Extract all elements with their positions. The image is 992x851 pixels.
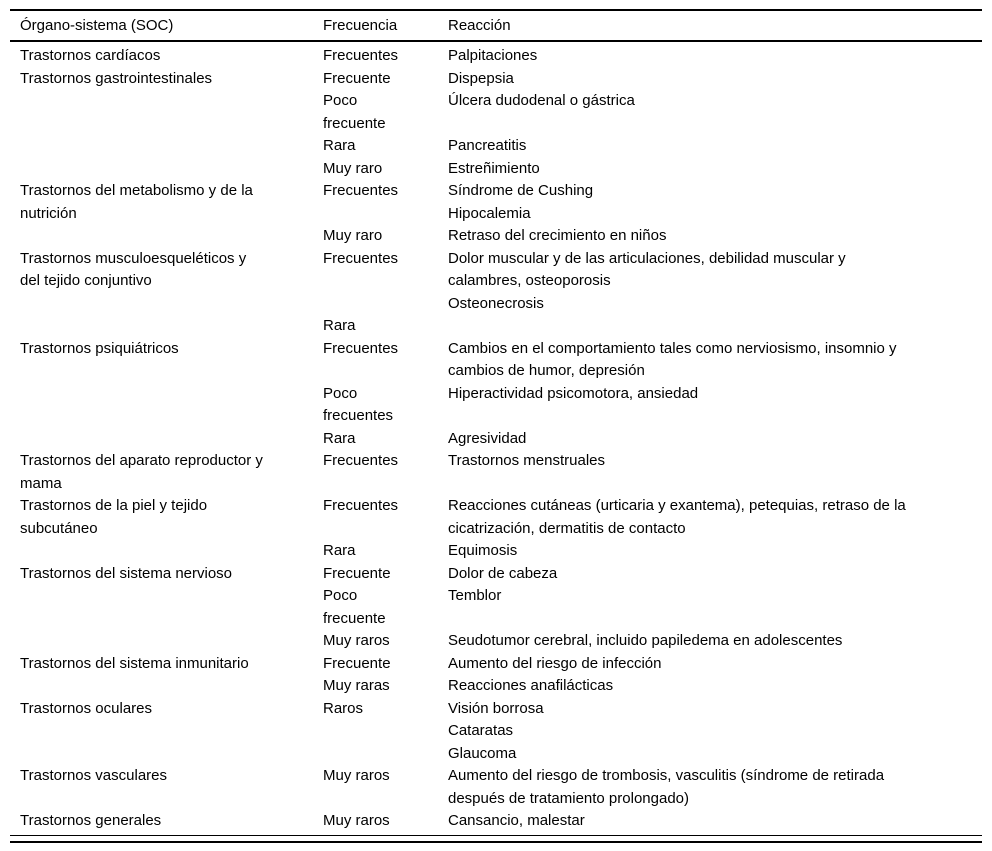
- cell-line: Agresividad: [448, 429, 527, 447]
- table-row: [10, 225, 982, 248]
- soc-cell: [10, 563, 323, 586]
- reaction-cell: [448, 495, 982, 540]
- cell-line: Trastornos del sistema nervioso: [20, 564, 233, 582]
- table-row: [10, 90, 982, 135]
- cell-line: Raros: [323, 699, 364, 717]
- cell-line: Trastornos oculares: [20, 699, 152, 717]
- frequency-cell: [323, 315, 448, 338]
- table-row: [10, 383, 982, 428]
- cell-line: Frecuentes: [323, 249, 399, 267]
- cell-line: Trastornos generales: [20, 812, 162, 829]
- cell-line: Poco: [323, 384, 358, 402]
- cell-line: Muy raras: [323, 677, 390, 694]
- frequency-cell: [323, 158, 448, 181]
- table-row: [10, 68, 982, 91]
- frequency-cell: [323, 338, 448, 361]
- table-row: [10, 248, 982, 316]
- cell-line: Rara: [323, 137, 356, 154]
- cell-line: Dolor muscular y de las articulaciones, debilidad muscular y: [448, 249, 846, 267]
- table-row: [10, 653, 982, 676]
- reaction-cell: [448, 810, 982, 833]
- cell-line: Rara: [323, 429, 356, 447]
- header-frequency: Frecuencia: [323, 17, 398, 34]
- cell-line: Muy raros: [323, 767, 390, 784]
- table-body: [10, 42, 982, 835]
- table-row: [10, 698, 982, 766]
- frequency-cell: [323, 68, 448, 91]
- frequency-cell: [323, 248, 448, 271]
- soc-cell: [10, 450, 323, 495]
- soc-cell: [10, 653, 323, 676]
- table-row: [10, 428, 982, 451]
- frequency-cell: [323, 540, 448, 563]
- header-soc: Órgano-sistema (SOC): [20, 17, 174, 34]
- table-row: [10, 315, 982, 338]
- table-row: [10, 675, 982, 698]
- cell-line: Frecuentes: [323, 47, 399, 64]
- cell-line: Poco: [323, 92, 358, 109]
- cell-line: Frecuentes: [323, 339, 399, 357]
- cell-line: Muy raros: [323, 632, 390, 649]
- cell-line: nutrición: [20, 204, 77, 222]
- frequency-cell: [323, 495, 448, 518]
- table-row: [10, 158, 982, 181]
- frequency-cell: [323, 135, 448, 158]
- frequency-cell: [323, 630, 448, 653]
- cell-line: Seudotumor cerebral, incluido papiledema en adolescentes: [448, 632, 843, 649]
- soc-cell: [10, 495, 323, 540]
- reaction-cell: [448, 653, 982, 676]
- cell-line: Trastornos del metabolismo y de la: [20, 182, 253, 199]
- cell-line: Retraso del crecimiento en niños: [448, 227, 667, 244]
- reaction-cell: [448, 630, 982, 653]
- cell-line: Trastornos gastrointestinales: [20, 69, 213, 87]
- cell-line: Palpitaciones: [448, 47, 538, 64]
- reaction-cell: [448, 248, 982, 316]
- cell-line: Hiperactividad psicomotora, ansiedad: [448, 384, 699, 402]
- soc-cell: [10, 68, 323, 91]
- reaction-cell: [448, 563, 982, 586]
- cell-line: Frecuente: [323, 564, 391, 582]
- table-row: [10, 563, 982, 586]
- cell-line: Cataratas: [448, 722, 514, 739]
- reaction-cell: [448, 180, 982, 225]
- reaction-cell: [448, 90, 982, 113]
- soc-cell: [10, 765, 323, 788]
- table-row: [10, 338, 982, 383]
- table-row: [10, 495, 982, 540]
- cell-line: Equimosis: [448, 542, 518, 559]
- frequency-cell: [323, 45, 448, 68]
- frequency-cell: [323, 563, 448, 586]
- frequency-cell: [323, 675, 448, 698]
- reaction-cell: [448, 225, 982, 248]
- cell-line: Rara: [323, 317, 356, 334]
- table-row: [10, 180, 982, 225]
- cell-line: calambres, osteoporosis: [448, 272, 611, 289]
- cell-line: Visión borrosa: [448, 699, 544, 717]
- cell-line: frecuente: [323, 609, 386, 627]
- cell-line: Frecuentes: [323, 452, 399, 469]
- cell-line: Trastornos vasculares: [20, 767, 167, 784]
- cell-line: Poco: [323, 587, 358, 604]
- cell-line: Frecuente: [323, 654, 391, 672]
- cell-line: Aumento del riesgo de infección: [448, 654, 662, 672]
- cell-line: Glaucoma: [448, 744, 517, 762]
- soc-cell: [10, 698, 323, 721]
- cell-line: Pancreatitis: [448, 137, 527, 154]
- frequency-cell: [323, 180, 448, 203]
- reaction-cell: [448, 338, 982, 383]
- cell-line: Reacciones cutáneas (urticaria y exantema), petequias, retraso de la: [448, 497, 906, 514]
- cell-line: Estreñimiento: [448, 159, 540, 177]
- frequency-cell: [323, 225, 448, 248]
- header-reaction: Reacción: [448, 17, 511, 34]
- cell-line: cambios de humor, depresión: [448, 362, 645, 379]
- table-bottom-border-thick: [10, 841, 982, 843]
- adverse-reactions-table: [10, 9, 982, 843]
- frequency-cell: [323, 698, 448, 721]
- soc-cell: [10, 248, 323, 293]
- cell-line: después de tratamiento prolongado): [448, 789, 689, 807]
- cell-line: Trastornos psiquiátricos: [20, 339, 179, 357]
- frequency-cell: [323, 383, 448, 428]
- cell-line: Osteonecrosis: [448, 294, 544, 312]
- soc-cell: [10, 180, 323, 225]
- table-row: [10, 585, 982, 630]
- frequency-cell: [323, 450, 448, 473]
- soc-cell: [10, 810, 323, 833]
- frequency-cell: [323, 810, 448, 833]
- cell-line: Síndrome de Cushing: [448, 182, 594, 199]
- table-row: [10, 810, 982, 833]
- cell-line: Cambios en el comportamiento tales como nerviosismo, insomnio y: [448, 339, 897, 357]
- cell-line: Frecuentes: [323, 182, 399, 199]
- table-row: [10, 630, 982, 653]
- table-header-row: [10, 11, 982, 40]
- cell-line: Muy raros: [323, 812, 390, 829]
- cell-line: Hipocalemia: [448, 204, 531, 222]
- frequency-cell: [323, 428, 448, 451]
- cell-line: Trastornos del sistema inmunitario: [20, 654, 249, 672]
- cell-line: Rara: [323, 542, 356, 559]
- cell-line: Úlcera dudodenal o gástrica: [448, 92, 635, 109]
- reaction-cell: [448, 68, 982, 91]
- cell-line: frecuentes: [323, 407, 394, 424]
- cell-line: Trastornos de la piel y tejido: [20, 497, 208, 514]
- reaction-cell: [448, 765, 982, 810]
- table-row: [10, 45, 982, 68]
- cell-line: Trastornos cardíacos: [20, 47, 161, 64]
- cell-line: cicatrización, dermatitis de contacto: [448, 519, 686, 537]
- reaction-cell: [448, 450, 982, 473]
- reaction-cell: [448, 428, 982, 451]
- cell-line: Frecuentes: [323, 497, 399, 514]
- cell-line: Muy raro: [323, 227, 383, 244]
- table-row: [10, 765, 982, 810]
- reaction-cell: [448, 45, 982, 68]
- cell-line: Aumento del riesgo de trombosis, vasculitis (síndrome de retirada: [448, 767, 885, 784]
- cell-line: mama: [20, 474, 62, 492]
- cell-line: Trastornos musculoesqueléticos y: [20, 249, 247, 267]
- cell-line: Reacciones anafilácticas: [448, 677, 614, 694]
- reaction-cell: [448, 383, 982, 406]
- cell-line: Cansancio, malestar: [448, 812, 585, 829]
- reaction-cell: [448, 135, 982, 158]
- table-row: [10, 450, 982, 495]
- cell-line: Trastornos del aparato reproductor y: [20, 452, 263, 469]
- table-bottom-border-thin: [10, 835, 982, 836]
- soc-cell: [10, 338, 323, 361]
- cell-line: Dispepsia: [448, 69, 514, 87]
- reaction-cell: [448, 675, 982, 698]
- frequency-cell: [323, 653, 448, 676]
- reaction-cell: [448, 158, 982, 181]
- cell-line: Trastornos menstruales: [448, 452, 606, 469]
- table-row: [10, 135, 982, 158]
- cell-line: Muy raro: [323, 159, 383, 177]
- cell-line: Frecuente: [323, 69, 391, 87]
- table-row: [10, 540, 982, 563]
- cell-line: subcutáneo: [20, 519, 98, 537]
- reaction-cell: [448, 585, 982, 608]
- cell-line: Temblor: [448, 587, 502, 604]
- cell-line: Dolor de cabeza: [448, 564, 558, 582]
- cell-line: del tejido conjuntivo: [20, 272, 152, 289]
- frequency-cell: [323, 90, 448, 135]
- frequency-cell: [323, 765, 448, 788]
- reaction-cell: [448, 540, 982, 563]
- frequency-cell: [323, 585, 448, 630]
- reaction-cell: [448, 698, 982, 766]
- cell-line: frecuente: [323, 114, 386, 132]
- soc-cell: [10, 45, 323, 68]
